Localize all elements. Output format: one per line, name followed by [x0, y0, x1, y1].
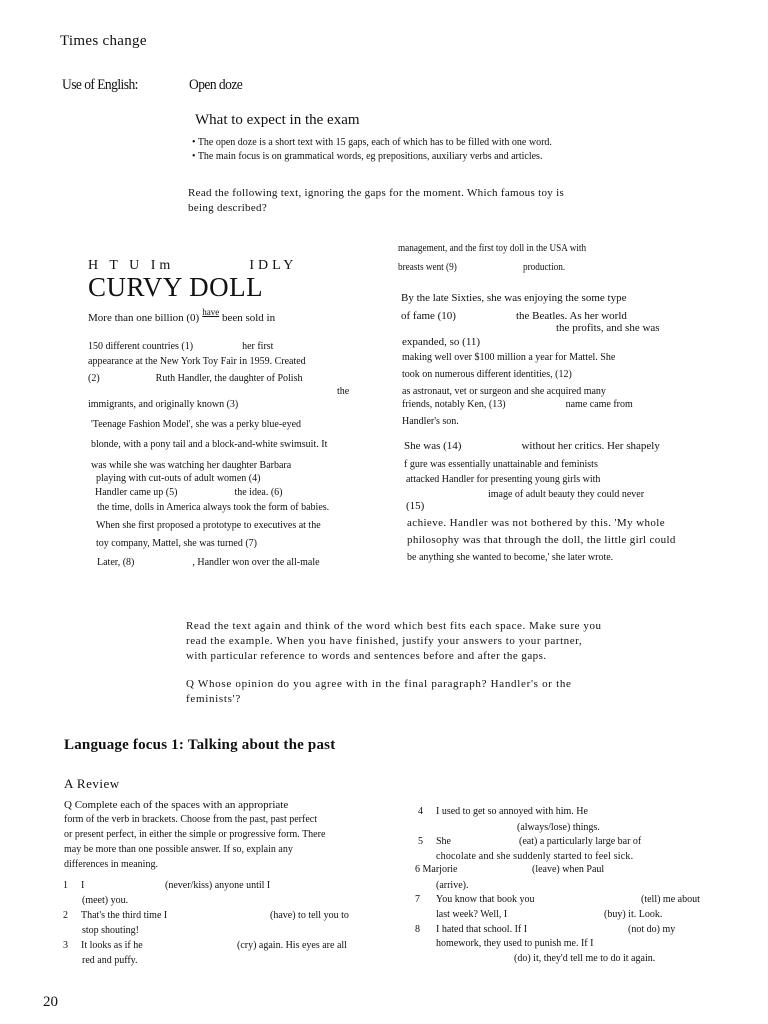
exercise-text: homework, they used to punish me. If I — [436, 938, 594, 949]
review-subheading: A Review — [64, 776, 120, 791]
article-kicker: H T U Im IDLY — [88, 258, 298, 273]
article-line: f gure was essentially unattainable and feminists — [404, 459, 598, 470]
exercise-text: I hated that school. If I — [436, 924, 528, 935]
article-line: philosophy was that through the doll, the little girl could — [407, 534, 676, 546]
article-line: expanded, so (11) — [402, 336, 481, 348]
instruction-line: read the example. When you have finished, justify your answers to your partner, — [186, 635, 583, 647]
article-line: blonde, with a pony tail and a block-and-white swimsuit. It — [91, 439, 328, 450]
exercise-number: 5 — [418, 836, 423, 847]
instruction-line: being described? — [188, 202, 268, 214]
article-line: She was (14) without her critics. Her shapely — [404, 440, 660, 452]
article-line: 'Teenage Fashion Model', she was a perky blue-eyed — [91, 419, 302, 430]
exercise-number: 3 — [63, 940, 68, 951]
review-instruction: may be more than one possible answer. If so, explain any — [64, 844, 293, 855]
exercise-text: (not do) my — [628, 924, 676, 935]
exercise-text: I used to get so annoyed with him. He — [436, 806, 588, 817]
exam-bullet: • The main focus is on grammatical words, eg prepositions, auxiliary verbs and articles. — [192, 151, 543, 162]
exercise-text: (tell) me about — [641, 894, 700, 905]
exercise-number: 7 — [415, 894, 420, 905]
exam-bullet: • The open doze is a short text with 15 gaps, each of which has to be filled with one word. — [192, 137, 552, 148]
exercise-number: 1 — [63, 880, 68, 891]
review-instruction: Q Complete each of the spaces with an appropriate — [64, 799, 289, 811]
article-line: 150 different countries (1) her first — [88, 341, 274, 352]
review-instruction: or present perfect, in either the simple or progressive form. There — [64, 829, 326, 840]
exercise-number: 8 — [415, 924, 420, 935]
article-line: Handler's son. — [402, 416, 459, 427]
article-line: appearance at the New York Toy Fair in 1959. Created — [88, 356, 306, 367]
article-line: breasts went (9) production. — [398, 262, 566, 273]
article-line: took on numerous different identities, (12) — [402, 369, 572, 380]
article-line: (2) Ruth Handler, the daughter of Polish — [88, 373, 303, 384]
exercise-text: (eat) a particularly large bar of — [519, 836, 642, 847]
example-answer: have — [202, 307, 220, 317]
exercise-text: She — [436, 836, 451, 847]
exercise-text: last week? Well, I — [436, 909, 508, 920]
exercise-text: (do) it, they'd tell me to do it again. — [514, 953, 656, 964]
article-line: management, and the first toy doll in the USA with — [398, 243, 587, 254]
page-number: 20 — [43, 994, 58, 1010]
article-line: Later, (8) , Handler won over the all-male — [97, 557, 320, 568]
exercise-text: That's the third time I — [81, 910, 168, 921]
article-line: as astronaut, vet or surgeon and she acquired many — [402, 386, 606, 397]
article-line: attacked Handler for presenting young girls with — [406, 474, 601, 485]
article-line: Handler came up (5) the idea. (6) — [95, 487, 283, 498]
review-instruction: form of the verb in brackets. Choose from the past, past perfect — [64, 814, 317, 825]
exercise-text: stop shouting! — [82, 925, 139, 936]
exercise-text: (leave) when Paul — [532, 864, 605, 875]
exercise-text: chocolate and she suddenly started to feel sick. — [436, 851, 634, 862]
unit-title: Times change — [60, 33, 147, 49]
exercise-text: It looks as if he — [81, 940, 143, 951]
article-line: By the late Sixties, she was enjoying the some type — [401, 292, 627, 304]
article-line: When she first proposed a prototype to executives at the — [96, 520, 321, 531]
review-instruction: differences in meaning. — [64, 859, 158, 870]
article-line: the profits, and she was — [556, 322, 660, 334]
exercise-text: (cry) again. His eyes are all — [237, 940, 347, 951]
article-line: (15) — [406, 500, 425, 512]
article-line: More than one billion (0) $^{have}$ been sold in — [88, 307, 276, 324]
exercise-text: You know that book you — [436, 894, 535, 905]
instruction-line: with particular reference to words and sentences before and after the gaps. — [186, 650, 547, 662]
section-title: Open doze — [189, 77, 243, 93]
article-line: making well over $100 million a year for Mattel. She — [402, 352, 616, 363]
language-focus-heading: Language focus 1: Talking about the past — [64, 737, 336, 753]
exercise-number: 6 Marjorie — [415, 864, 458, 875]
exercise-text: (meet) you. — [82, 895, 129, 906]
article-line: immigrants, and originally known (3) — [88, 399, 239, 410]
exercise-text: (have) to tell you to — [270, 910, 349, 921]
exam-heading: What to expect in the exam — [195, 112, 360, 128]
article-line: achieve. Handler was not bothered by this. 'My whole — [407, 517, 665, 529]
exercise-text: (always/lose) things. — [517, 822, 600, 833]
article-line: the — [337, 386, 350, 397]
article-line: toy company, Mattel, she was turned (7) — [96, 538, 257, 549]
article-line: playing with cut-outs of adult women (4) — [96, 473, 261, 484]
article-line: of fame (10) the Beatles. As her world — [401, 310, 627, 322]
article-title: CURVY DOLL — [88, 272, 264, 302]
discussion-question: feminists'? — [186, 693, 241, 705]
article-line: image of adult beauty they could never — [488, 489, 645, 500]
exercise-text: (arrive). — [436, 880, 469, 891]
article-line: friends, notably Ken, (13) name came from — [402, 399, 633, 410]
section-label: Use of English: — [62, 77, 138, 93]
exercise-number: 2 — [63, 910, 68, 921]
exercise-text: (never/kiss) anyone until I — [165, 880, 271, 891]
article-line: be anything she wanted to become,' she later wrote. — [407, 552, 614, 563]
instruction-line: Read the following text, ignoring the gaps for the moment. Which famous toy is — [188, 187, 565, 199]
exercise-text: I — [81, 880, 85, 891]
article-line: the time, dolls in America always took the form of babies. — [97, 502, 330, 513]
exercise-text: red and puffy. — [82, 955, 138, 966]
instruction-line: Read the text again and think of the word which best fits each space. Make sure you — [186, 620, 602, 632]
article-line: was while she was watching her daughter Barbara — [91, 460, 292, 471]
exercise-text: (buy) it. Look. — [604, 909, 663, 920]
discussion-question: Q Whose opinion do you agree with in the final paragraph? Handler's or the — [186, 678, 572, 690]
exercise-number: 4 — [418, 806, 423, 817]
